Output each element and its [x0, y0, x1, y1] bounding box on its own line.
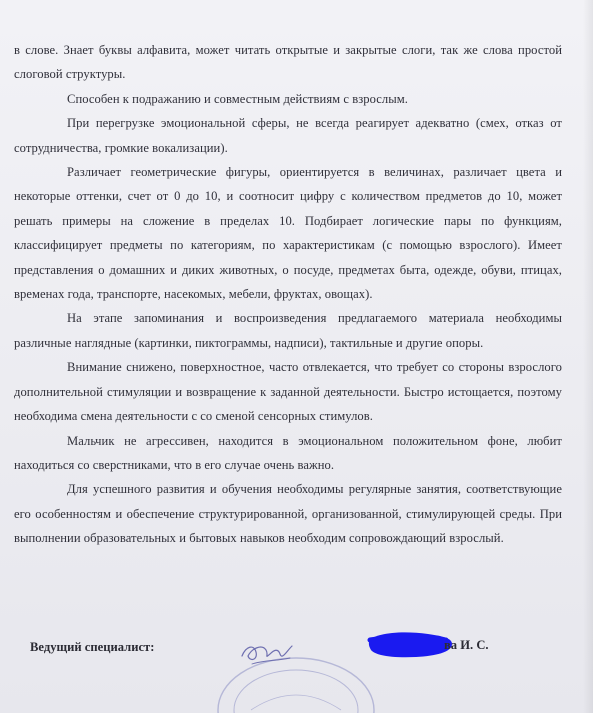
redaction-mark: [366, 628, 456, 662]
paragraph-1: в слове. Знает буквы алфавита, может читать открытые и закрытые слоги, так же слова простой слоговой структуры.: [14, 43, 562, 82]
specialist-name: ва И. С.: [444, 638, 489, 652]
document-body: [14, 38, 562, 551]
handwritten-signature: [236, 634, 298, 670]
paragraph-4: Различает геометрические фигуры, ориентируется в величинах, различает цвета и некоторые оттенки, счет от 0 до 10, и соотносит цифру с количеством предметов до 10, может решать примеры на сложение в пределах 10. Подбирает логические пары по функциям, классифицирует предметы по категориям, по характеристикам (с помощью взрослого). Имеет представления о домашних и диких животных, о посуде, предметах быта, одежде, обуви, птицах, временах года, транспорте, насекомых, мебели, фруктах, овощах).: [14, 165, 562, 302]
paragraph-5: На этапе запоминания и воспроизведения предлагаемого материала необходимы различные наглядные (картинки, пиктограммы, надписи), тактильные и другие опоры.: [14, 311, 562, 350]
paragraph-7: Мальчик не агрессивен, находится в эмоциональном положительном фоне, любит находиться со сверстниками, что в его случае очень важно.: [14, 433, 562, 472]
signature-label: Ведущий специалист:: [30, 640, 155, 654]
paragraph-8: Для успешного развития и обучения необходимы регулярные занятия, соответствующие его особенностям и обеспечение структурированной, организованной, стимулирующей среды. При выполнении образовательных и бытовых навыков необходим сопровождающий взрослый.: [14, 482, 562, 546]
page-shadow: [583, 0, 593, 713]
paragraph-6: Внимание снижено, поверхностное, часто отвлекается, что требует со стороны взрослого дополнительной стимуляции и возвращение к заданной деятельности. Быстро истощается, поэтому необходима смена деятельности с со сменой сенсорных стимулов.: [14, 360, 562, 424]
paragraph-2: Способен к подражанию и совместным действиям с взрослым.: [67, 91, 408, 106]
paragraph-3: При перегрузке эмоциональной сферы, не всегда реагирует адекватно (смех, отказ от сотрудничества, громкие вокализации).: [14, 116, 562, 155]
